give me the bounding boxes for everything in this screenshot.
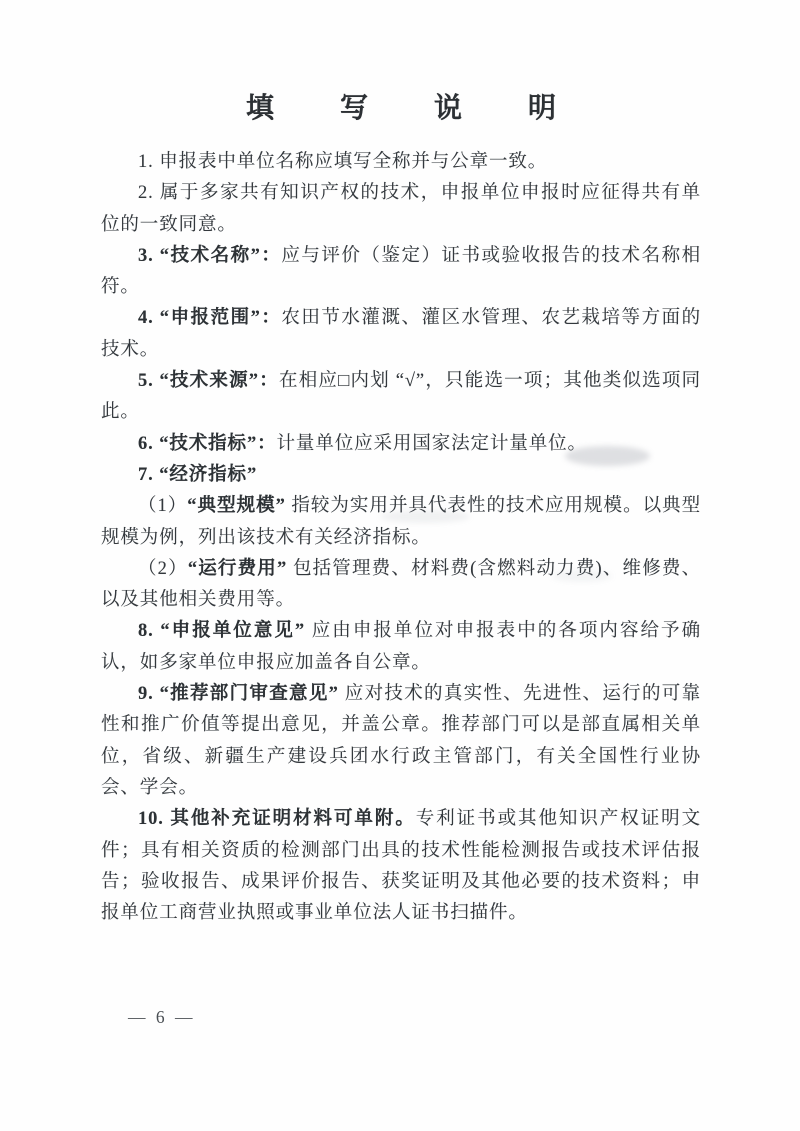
document-content: [101, 86, 701, 929]
term-run: 3. “技术名称”：: [138, 245, 282, 266]
term-run: 7. “经济指标”: [138, 464, 258, 485]
text-run: 在相应□内划 “√”，只能选一项；其他类似选项同此。: [101, 371, 701, 423]
page-title: 填 写 说 明: [245, 92, 575, 123]
term-run: 4. “申报范围”：: [138, 308, 282, 329]
term-run: 9. “推荐部门审查意见”: [138, 684, 345, 705]
paragraph: [101, 679, 701, 804]
text-run: （1）: [138, 496, 188, 517]
text-run: 2. 属于多家共有知识产权的技术，申报单位申报时应征得共有单位的一致同意。: [101, 183, 701, 235]
paragraph: [101, 491, 701, 554]
text-run: 应对技术的真实性、先进性、运行的可靠性和推广价值等提出意见，并盖公章。推荐部门可以是部直属相关单位，省级、新疆生产建设兵团水行政主管部门，有关全国性行业协会、学会。: [101, 684, 702, 798]
text-run: 1. 申报表中单位名称应填写全称并与公章一致。: [138, 152, 548, 172]
term-run: “运行费用”: [187, 558, 293, 579]
paragraph: [101, 147, 701, 178]
page-number: — 6 —: [128, 1007, 196, 1027]
paragraph: [101, 303, 701, 366]
term-run: 8. “申报单位意见”: [138, 621, 312, 642]
paragraph: [101, 804, 701, 929]
paragraph: [101, 241, 701, 304]
paragraph: [101, 429, 701, 460]
text-run: 农田节水灌溉、灌区水管理、农艺栽培等方面的技术。: [101, 308, 701, 360]
paragraphs: [101, 147, 701, 929]
text-run: 计量单位应采用国家法定计量单位。: [276, 433, 587, 454]
term-run: 5. “技术来源”：: [138, 371, 279, 392]
paragraph: [101, 460, 701, 491]
paragraph: [101, 178, 701, 241]
text-run: （2）: [138, 558, 188, 579]
term-run: “典型规模”: [187, 496, 292, 517]
text-run: 指较为实用并具代表性的技术应用规模。以典型规模为例，列出该技术有关经济指标。: [101, 496, 702, 548]
term-run: 6. “技术指标”：: [138, 433, 277, 454]
paragraph: [101, 366, 701, 429]
term-run: 10. 其他补充证明材料可单附。: [138, 809, 416, 830]
text-run: 应与评价（鉴定）证书或验收报告的技术名称相符。: [101, 245, 701, 298]
text-run: 应由申报单位对申报表中的各项内容给予确认，如多家单位申报应加盖各自公章。: [101, 621, 701, 673]
text-run: 包括管理费、材料费(含燃料动力费)、维修费、以及其他相关费用等。: [101, 558, 701, 611]
paragraph: [101, 554, 701, 617]
text-run: 专利证书或其他知识产权证明文件；具有相关资质的检测部门出具的技术性能检测报告或技术评估报告；验收报告、成果评价报告、获奖证明及其他必要的技术资料；申报单位工商营业执照或事业单位法人证书扫描件。: [101, 809, 701, 924]
paragraph: [101, 616, 701, 679]
